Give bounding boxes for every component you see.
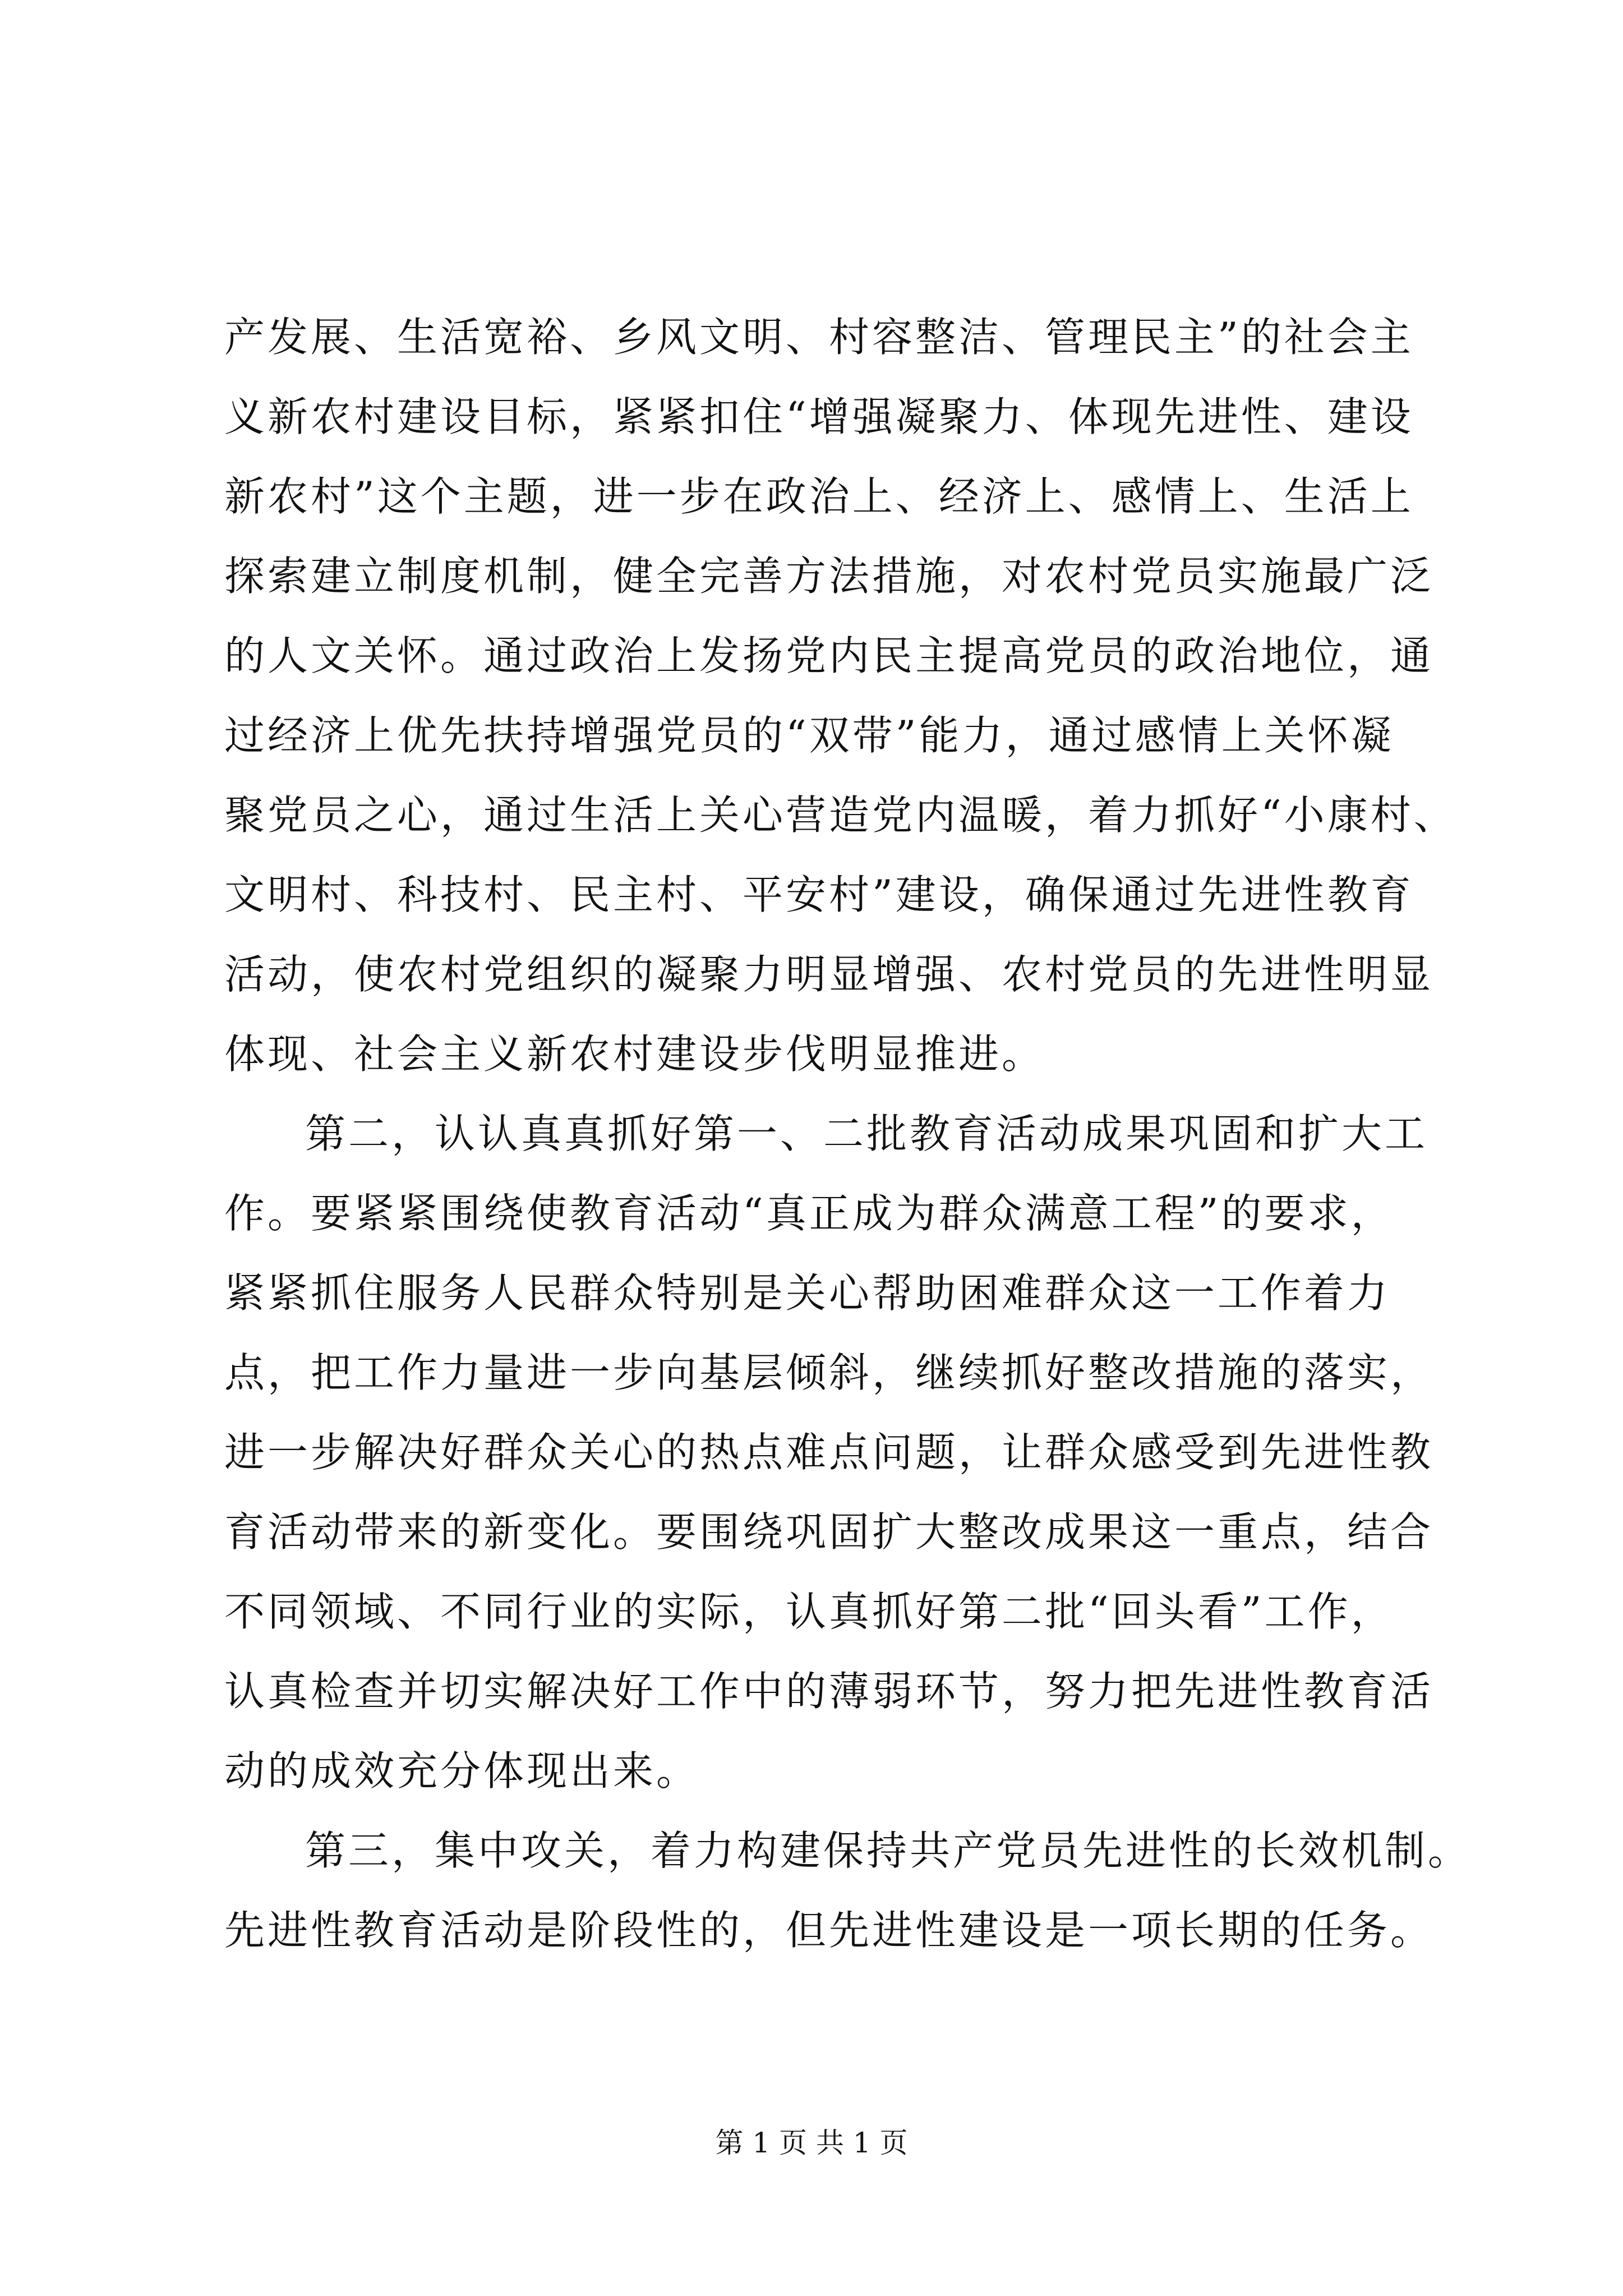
text-line: 育活动带来的新变化。要围绕巩固扩大整改成果这一重点，结合 [224, 1508, 1434, 1556]
text-line: 过经济上优先扶持增强党员的“双带”能力，通过感情上关怀凝 [224, 712, 1394, 759]
text-line: 动的成效充分体现出来。 [224, 1747, 700, 1795]
text-line: 探索建立制度机制，健全完善方法措施，对农村党员实施最广泛 [224, 553, 1434, 600]
text-line: 文明村、科技村、民主村、平安村”建设，确保通过先进性教育 [224, 871, 1414, 918]
paragraph-start-line: 第二，认认真真抓好第一、二批教育活动成果巩固和扩大工 [305, 1110, 1428, 1157]
text-line: 体现、社会主义新农村建设步伐明显推进。 [224, 1030, 1045, 1078]
text-line: 作。要紧紧围绕使教育活动“真正成为群众满意工程”的要求， [224, 1190, 1394, 1237]
text-line: 活动，使农村党组织的凝聚力明显增强、农村党员的先进性明显 [224, 951, 1434, 998]
paragraph-start-line: 第三，集中攻关，着力构建保持共产党员先进性的长效机制。 [305, 1827, 1472, 1874]
text-line: 进一步解决好群众关心的热点难点问题，让群众感受到先进性教 [224, 1429, 1434, 1476]
text-line: 先进性教育活动是阶段性的，但先进性建设是一项长期的任务。 [224, 1907, 1434, 1954]
text-line: 新农村”这个主题，进一步在政治上、经济上、感情上、生活上 [224, 473, 1414, 520]
text-line: 聚党员之心，通过生活上关心营造党内温暖，着力抓好“小康村、 [224, 792, 1457, 839]
text-line: 产发展、生活宽裕、乡风文明、村容整洁、管理民主”的社会主 [224, 314, 1414, 361]
text-line: 点，把工作力量进一步向基层倾斜，继续抓好整改措施的落实， [224, 1349, 1434, 1396]
text-line: 的人文关怀。通过政治上发扬党内民主提高党员的政治地位，通 [224, 632, 1434, 679]
text-line: 紧紧抓住服务人民群众特别是关心帮助困难群众这一工作着力 [224, 1269, 1391, 1317]
text-line: 不同领域、不同行业的实际，认真抓好第二批“回头看”工作， [224, 1588, 1394, 1635]
document-body [224, 297, 1472, 1970]
text-line: 义新农村建设目标，紧紧扣住“增强凝聚力、体现先进性、建设 [224, 393, 1414, 440]
page-number-footer: 第 1 页 共 1 页 [715, 2127, 908, 2159]
text-line: 认真检查并切实解决好工作中的薄弱环节，努力把先进性教育活 [224, 1668, 1434, 1715]
